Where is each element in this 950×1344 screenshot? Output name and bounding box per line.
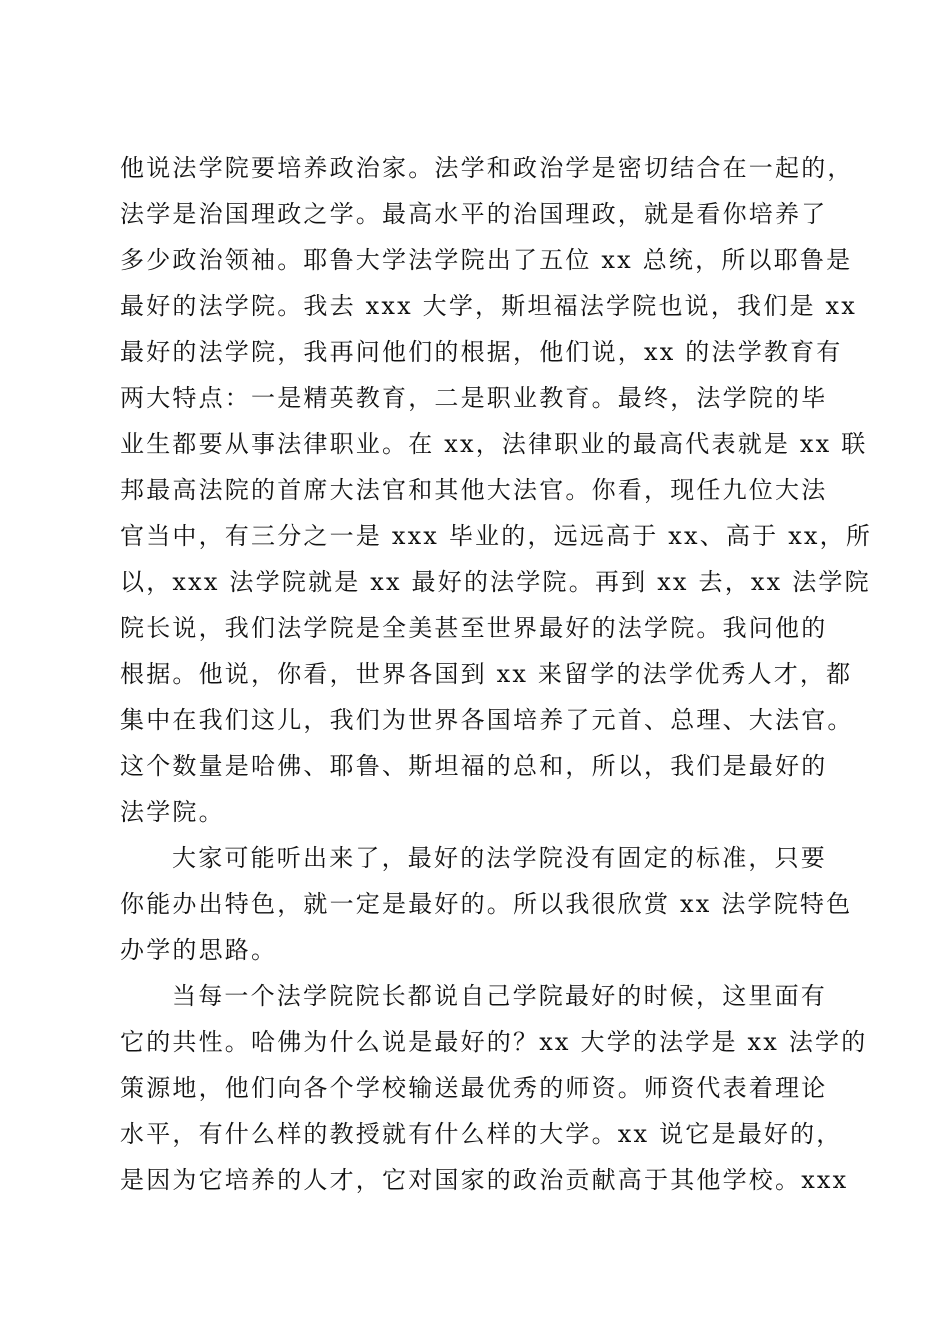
text-line: 集中在我们这儿，我们为世界各国培养了元首、总理、大法官。: [120, 706, 854, 734]
text-line: 策源地，他们向各个学校输送最优秀的师资。师资代表着理论: [120, 1074, 828, 1102]
text-line: 这个数量是哈佛、耶鲁、斯坦福的总和，所以，我们是最好的: [120, 752, 828, 780]
paragraph-start-line: 当每一个法学院院长都说自己学院最好的时候，这里面有: [172, 982, 827, 1010]
text-line: 法学是治国理政之学。最高水平的治国理政，就是看你培养了: [120, 200, 828, 228]
text-line: 多少政治领袖。耶鲁大学法学院出了五位 xx 总统，所以耶鲁是: [120, 246, 853, 274]
text-line: 它的共性。哈佛为什么说是最好的？xx 大学的法学是 xx 法学的: [120, 1028, 868, 1056]
text-line: 以，xxx 法学院就是 xx 最好的法学院。再到 xx 去，xx 法学院: [120, 568, 871, 596]
text-line: 院长说，我们法学院是全美甚至世界最好的法学院。我问他的: [120, 614, 828, 642]
text-line: 最好的法学院，我再问他们的根据，他们说，xx 的法学教育有: [120, 338, 843, 366]
text-line: 两大特点：一是精英教育，二是职业教育。最终，法学院的毕: [120, 384, 828, 412]
text-line: 最好的法学院。我去 xxx 大学，斯坦福法学院也说，我们是 xx: [120, 292, 857, 320]
paragraph-start-line: 大家可能听出来了，最好的法学院没有固定的标准，只要: [172, 844, 827, 872]
body-text: [120, 145, 873, 1203]
text-line: 是因为它培养的人才，它对国家的政治贡献高于其他学校。xxx: [120, 1166, 849, 1194]
text-line: 法学院。: [120, 798, 225, 826]
text-line: 你能办出特色，就一定是最好的。所以我很欣赏 xx 法学院特色: [120, 890, 853, 918]
text-line: 邦最高法院的首席大法官和其他大法官。你看，现任九位大法: [120, 476, 828, 504]
text-line: 他说法学院要培养政治家。法学和政治学是密切结合在一起的，: [120, 154, 854, 182]
text-line: 水平，有什么样的教授就有什么样的大学。xx 说它是最好的，: [120, 1120, 843, 1148]
text-line: 办学的思路。: [120, 936, 278, 964]
text-line: 官当中，有三分之一是 xxx 毕业的，远远高于 xx、高于 xx，所: [120, 522, 873, 550]
text-line: 根据。他说，你看，世界各国到 xx 来留学的法学优秀人才，都: [120, 660, 853, 688]
text-line: 业生都要从事法律职业。在 xx，法律职业的最高代表就是 xx 联: [120, 430, 868, 458]
